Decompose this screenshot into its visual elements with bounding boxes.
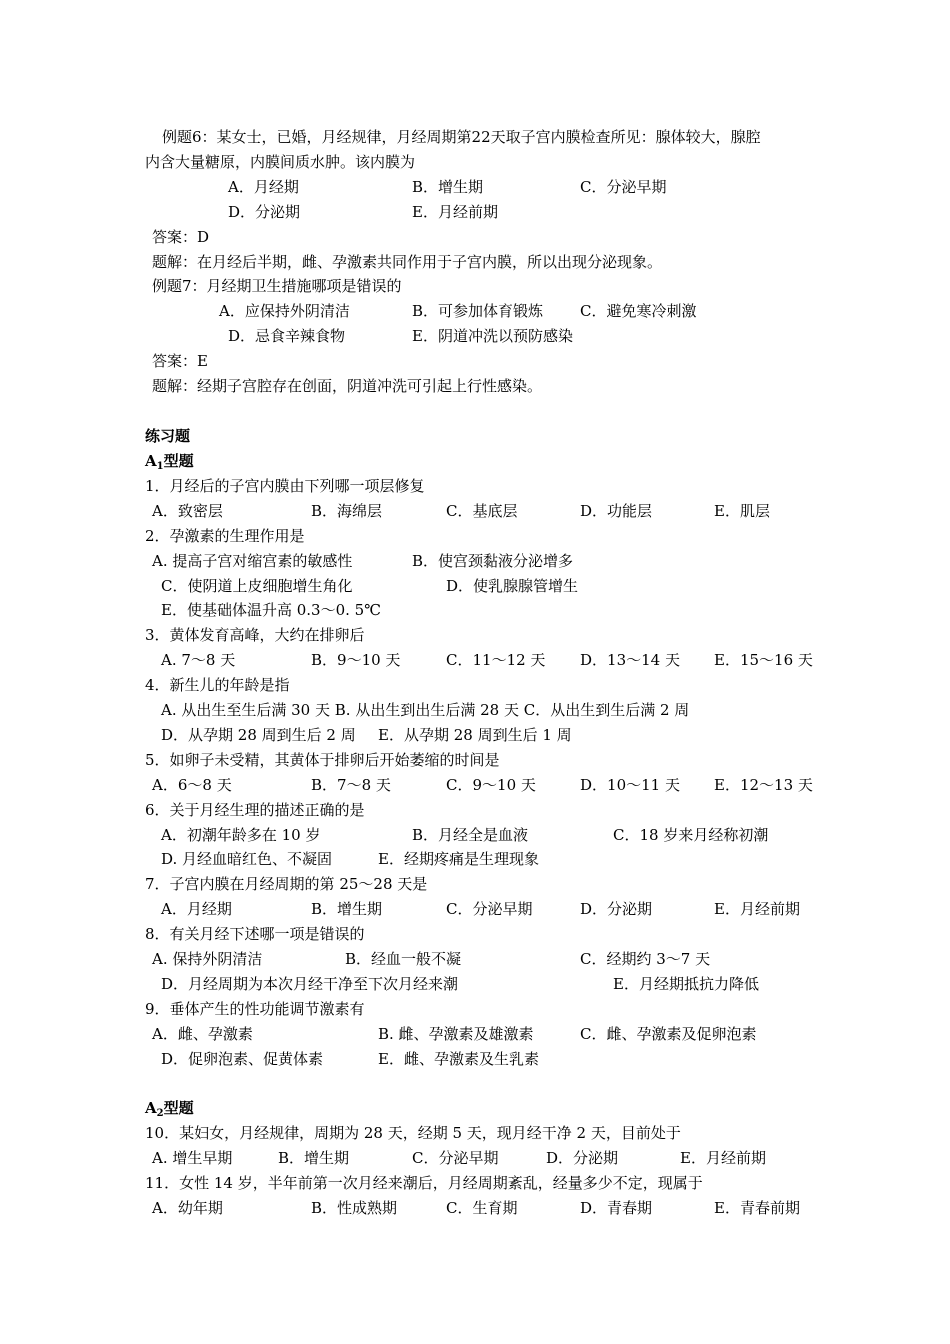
example-6-option-a: A．月经期	[228, 178, 299, 196]
example-6-question-line-2: 内含大量糖原，内膜间质水肿。该内膜为	[145, 153, 416, 171]
q1-option-d: D．功能层	[580, 502, 653, 520]
example-7-option-a: A．应保持外阴清洁	[219, 302, 350, 320]
q9-option-a: A．雌、孕激素	[152, 1025, 253, 1043]
q11-stem: 11．女性 14 岁，半年前第一次月经来潮后，月经周期紊乱，经量多少不定，现属于	[145, 1174, 703, 1192]
example-7-answer: 答案：E	[152, 352, 208, 370]
q1-option-c: C．基底层	[446, 502, 518, 520]
q3-option-b: B．9～10 天	[311, 651, 401, 669]
q5-option-e: E．12～13 天	[714, 776, 813, 794]
example-6-answer: 答案：D	[152, 228, 210, 246]
q10-option-d: D．分泌期	[546, 1149, 619, 1167]
example-7-question: 例题7：月经期卫生措施哪项是错误的	[152, 277, 402, 295]
q1-stem: 1．月经后的子宫内膜由下列哪一项层修复	[145, 477, 425, 495]
q7-option-c: C．分泌早期	[446, 900, 533, 918]
example-7-option-d: D．忌食辛辣食物	[228, 327, 346, 345]
q10-option-c: C．分泌早期	[412, 1149, 499, 1167]
q6-option-c: C．18 岁来月经称初潮	[613, 826, 769, 844]
example-6-option-b: B．增生期	[412, 178, 484, 196]
q9-option-e: E．雌、孕激素及生乳素	[378, 1050, 539, 1068]
q11-option-c: C．生育期	[446, 1199, 518, 1217]
q8-option-b: B．经血一般不凝	[345, 950, 462, 968]
q9-option-b: B. 雌、孕激素及雄激素	[378, 1025, 534, 1043]
q10-stem: 10．某妇女，月经规律，周期为 28 天，经期 5 天，现月经干净 2 天，目前处于	[145, 1124, 681, 1142]
q8-stem: 8．有关月经下述哪一项是错误的	[145, 925, 365, 943]
a2-section-heading: $A_2$型题	[145, 1099, 194, 1119]
q7-option-d: D．分泌期	[580, 900, 653, 918]
q6-stem: 6．关于月经生理的描述正确的是	[145, 801, 365, 819]
example-7-option-b: B．可参加体育锻炼	[412, 302, 544, 320]
q7-option-a: A．月经期	[161, 900, 232, 918]
a1-section-heading: $A_1$型题	[145, 452, 194, 472]
q9-option-c: C．雌、孕激素及促卵泡素	[580, 1025, 757, 1043]
q3-option-c: C．11～12 天	[446, 651, 546, 669]
q6-option-a: A．初潮年龄多在 10 岁	[161, 826, 321, 844]
example-7-option-e: E．阴道冲洗以预防感染	[412, 327, 573, 345]
q3-option-a: A. 7～8 天	[161, 651, 236, 669]
q4-option-e: E．从孕期 28 周到生后 1 周	[378, 726, 572, 744]
q8-option-e: E．月经期抵抗力降低	[613, 975, 759, 993]
q8-option-a: A. 保持外阴清洁	[152, 950, 263, 968]
q5-option-a: A．6～8 天	[152, 776, 232, 794]
q10-option-e: E．月经前期	[680, 1149, 766, 1167]
example-6-option-d: D．分泌期	[228, 203, 301, 221]
q11-option-b: B．性成熟期	[311, 1199, 398, 1217]
q5-option-c: C．9～10 天	[446, 776, 536, 794]
q4-stem: 4．新生儿的年龄是指	[145, 676, 290, 694]
q4-option-d: D．从孕期 28 周到生后 2 周	[161, 726, 356, 744]
q7-stem: 7．子宫内膜在月经周期的第 25～28 天是	[145, 875, 428, 893]
q11-option-e: E．青春前期	[714, 1199, 800, 1217]
q10-option-a: A. 增生早期	[152, 1149, 233, 1167]
q2-option-d: D．使乳腺腺管增生	[446, 577, 579, 595]
example-6-option-e: E．月经前期	[412, 203, 498, 221]
q3-option-e: E．15～16 天	[714, 651, 813, 669]
q6-option-e: E．经期疼痛是生理现象	[378, 850, 539, 868]
q2-option-a: A. 提高子宫对缩宫素的敏感性	[152, 552, 353, 570]
example-7-option-c: C．避免寒冷刺激	[580, 302, 697, 320]
q9-option-d: D．促卵泡素、促黄体素	[161, 1050, 324, 1068]
q6-option-d: D. 月经血暗红色、不凝固	[161, 850, 333, 868]
q2-stem: 2．孕激素的生理作用是	[145, 527, 305, 545]
q2-option-c: C．使阴道上皮细胞增生角化	[161, 577, 353, 595]
example-6-option-c: C．分泌早期	[580, 178, 667, 196]
example-7-explanation: 题解：经期子宫腔存在创面，阴道冲洗可引起上行性感染。	[152, 377, 543, 395]
q1-option-e: E．肌层	[714, 502, 770, 520]
q9-stem: 9．垂体产生的性功能调节激素有	[145, 1000, 365, 1018]
q2-option-e: E．使基础体温升高 0.3～0. 5℃	[161, 601, 381, 619]
q5-option-b: B．7～8 天	[311, 776, 391, 794]
q1-option-a: A．致密层	[152, 502, 223, 520]
q7-option-e: E．月经前期	[714, 900, 800, 918]
q4-options-abc: A. 从出生至生后满 30 天 B. 从出生到出生后满 28 天 C．从出生到生后满 2 周	[161, 701, 690, 719]
practice-heading: 练习题	[145, 427, 191, 445]
q5-stem: 5．如卵子未受精，其黄体于排卵后开始萎缩的时间是	[145, 751, 500, 769]
q7-option-b: B．增生期	[311, 900, 383, 918]
q11-option-a: A．幼年期	[152, 1199, 223, 1217]
q10-option-b: B．增生期	[278, 1149, 350, 1167]
q3-option-d: D．13～14 天	[580, 651, 680, 669]
q6-option-b: B．月经全是血液	[412, 826, 529, 844]
q8-option-d: D．月经周期为本次月经干净至下次月经来潮	[161, 975, 459, 993]
example-6-explanation: 题解：在月经后半期，雌、孕激素共同作用于子宫内膜，所以出现分泌现象。	[152, 253, 663, 271]
example-6-question-line-1: 例题6：某女士，已婚，月经规律，月经周期第22天取子宫内膜检查所见：腺体较大，腺腔	[162, 128, 761, 146]
q2-option-b: B．使宫颈黏液分泌增多	[412, 552, 574, 570]
q11-option-d: D．青春期	[580, 1199, 653, 1217]
q8-option-c: C．经期约 3～7 天	[580, 950, 711, 968]
q1-option-b: B．海绵层	[311, 502, 383, 520]
q5-option-d: D．10～11 天	[580, 776, 680, 794]
q3-stem: 3．黄体发育高峰，大约在排卵后	[145, 626, 365, 644]
